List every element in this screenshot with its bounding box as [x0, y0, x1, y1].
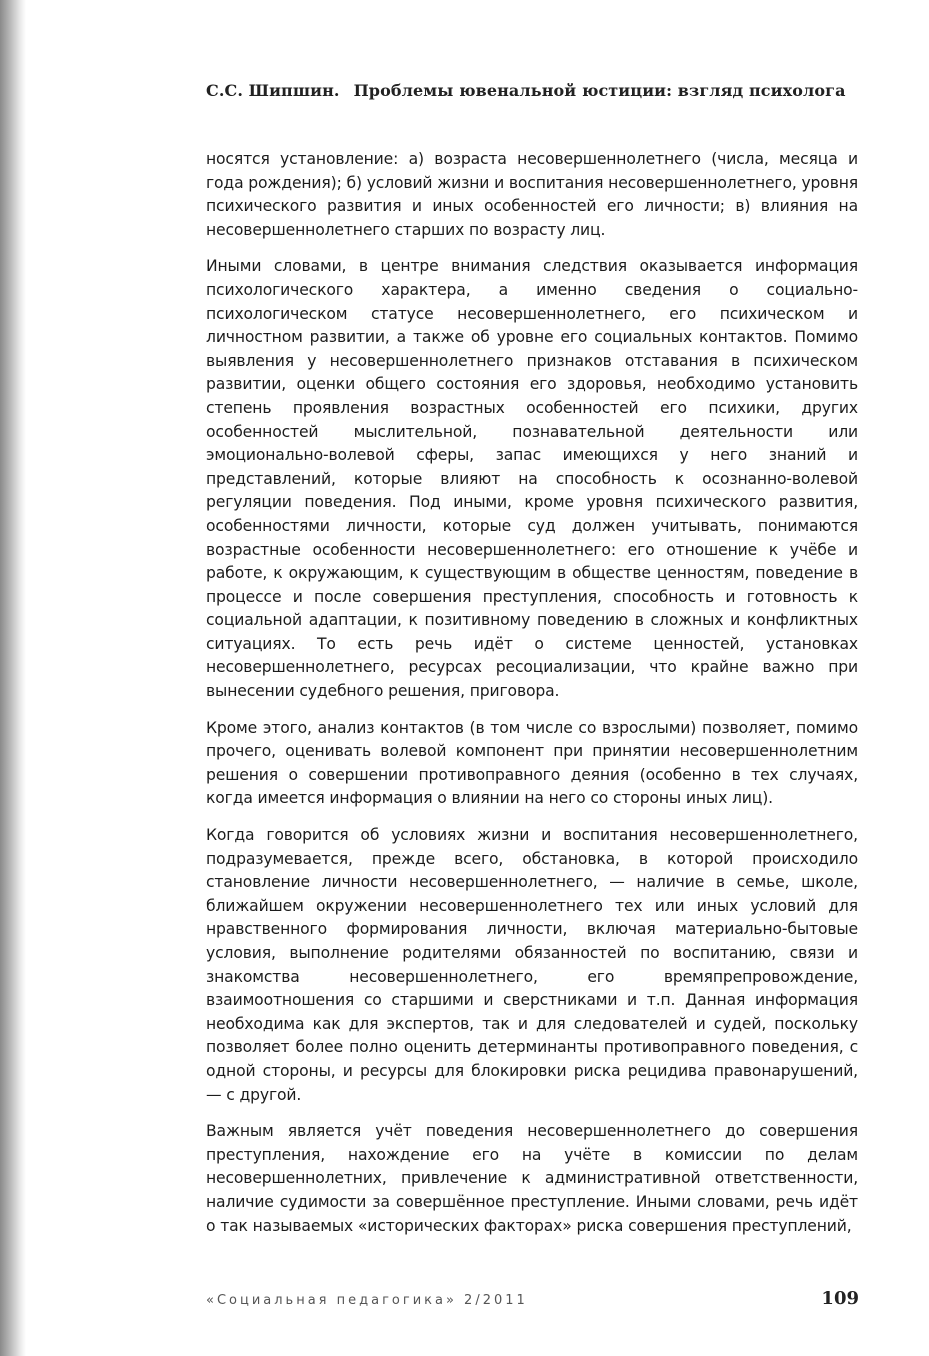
paragraph: Когда говорится об условиях жизни и воспитания несовершеннолетнего, подразумевается, прежде всего, обстановка, в которой происходило становление личности несовершеннолетнего, — наличие в семье, школе, ближайшем окружении несовершеннолетнего тех или иных условий для нравственного формирования личности, включая материально-бытовые условия, выполнение родителями обязанностей по воспитанию, связи и знакомства несовершеннолетнего, его времяпрепровождение, взаимоотношения со старшими и сверстниками и т.п. Данная информация необходима как для экспертов, так и для следователей и судей, поскольку позволяет более полно оценить детерминанты противоправного поведения, с одной стороны, и ресурсы для блокировки риска рецидива правонарушений, — с другой.: [206, 826, 858, 1104]
running-head-author: С.С. Шипшин.: [206, 81, 340, 100]
paragraph: Важным является учёт поведения несовершеннолетнего до совершения преступления, нахождение его на учёте в комиссии по делам несовершеннолетних, привлечение к административной ответственности, наличие судимости за совершённое преступление. Иными словами, речь идёт о так называемых «исторических факторах» риска совершения преступлений,: [206, 1122, 858, 1235]
running-head: [206, 81, 846, 101]
running-head-title: Проблемы ювенальной юстиции: взгляд психолога: [353, 81, 846, 100]
paragraph: Иными словами, в центре внимания следствия оказывается информация психологического характера, а именно сведения о социально-психологическом статусе несовершеннолетнего, его психическом и личностном развитии, а также об уровне его социальных контактов. Помимо выявления у несовершеннолетнего признаков отставания в психическом развитии, оценки общего состояния его здоровья, необходимо установить степень проявления возрастных особенностей его психики, других особенностей мыслительной, познавательной деятельности или эмоционально-волевой сферы, запас имеющихся у него знаний и представлений, которые влияют на способность к осознанно-волевой регуляции поведения. Под иными, кроме уровня психического развития, особенностями личности, которые суд должен учитывать, понимаются возрастные особенности несовершеннолетнего: его отношение к учёбе и работе, к окружающим, к существующим в обществе ценностям, поведение в процессе и после совершения преступления, способность и готовность к социальной адаптации, к позитивному поведению в сложных и конфликтных ситуациях. То есть речь идёт о системе ценностей, установках несовершеннолетнего, ресурсах ресоциализации, что крайне важно при вынесении судебного решения, приговора.: [206, 257, 858, 701]
page-binding-shadow: [0, 0, 26, 1356]
paragraph: Кроме этого, анализ контактов (в том числе со взрослыми) позволяет, помимо прочего, оценивать волевой компонент при принятии несовершеннолетним решения о совершении противоправного деяния (особенно в тех случаях, когда имеется информация о влиянии на него со стороны иных лиц).: [206, 718, 858, 808]
journal-footer: «Социальная педагогика» 2/2011: [206, 1293, 528, 1308]
paragraph: носятся установление: а) возраста несовершеннолетнего (числа, месяца и года рождения); б) условий жизни и воспитания несовершеннолетнего, уровня психического развития и иных особенностей его личности; в) влияния на несовершеннолетнего старших по возрасту лиц.: [206, 150, 859, 239]
article-body: [206, 148, 858, 1251]
page-number: 109: [821, 1288, 859, 1309]
